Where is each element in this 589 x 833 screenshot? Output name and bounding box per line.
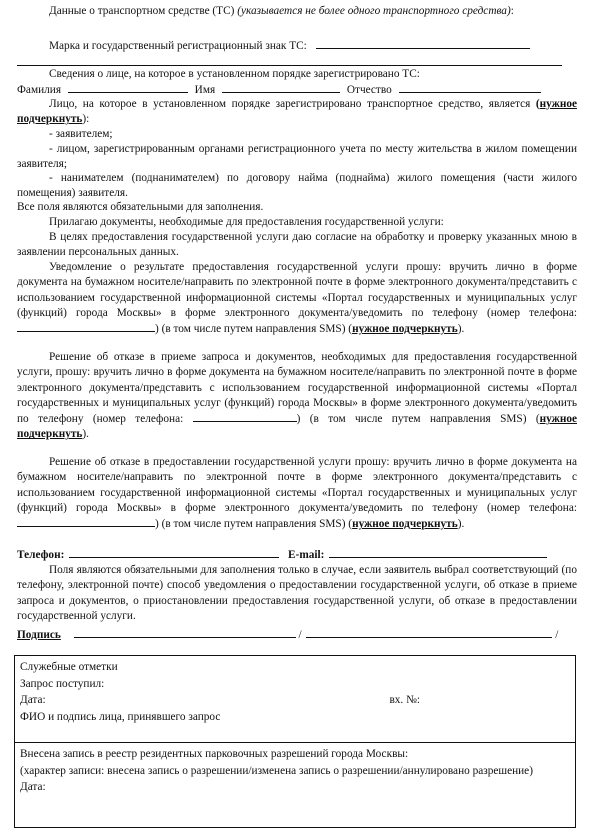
refusal-accept-text: Решение об отказе в приеме запроса и документов, необходимых для предоставления государственной услуги, прошу: вручить лично в форме документа на бумажном носителе/направить по электронной почте в форме электронного документа/представить с использованием государственной информационной системы «Портал государственных и муниципальных услуг (функций) города Москвы» в форме электронного документа/уведомить по телефону (номер телефона: bbox=[17, 351, 577, 426]
name-field[interactable] bbox=[222, 82, 340, 93]
contacts-note: Поля являются обязательными для заполнения только в случае, если заявитель выбрал соответствующий (по телефону, электронной почте) способ уведомления о предоставлении государственной услуги, об отказе в приеме запроса и документов, о приостановлении предоставления государственной услуги, об отказе в предоставлении государственной услуги. bbox=[17, 564, 577, 622]
owner-option-tenant[interactable]: - нанимателем (поднанимателем) по договору найма (поднайма) жилого помещения (части жилого помещения) заявителя. bbox=[17, 172, 577, 200]
signature-name-field[interactable] bbox=[306, 627, 552, 638]
notice-result-after: ) (в том числе путем направления SMS) bbox=[155, 323, 346, 336]
owner-option-applicant[interactable]: - заявителем; bbox=[49, 128, 113, 140]
incoming-number-label: вх. №: bbox=[389, 694, 420, 706]
owner-status-text bbox=[17, 97, 577, 128]
refusal-service-after: ) (в том числе путем направления SMS) bbox=[155, 518, 346, 531]
signature-label: Подпись bbox=[17, 629, 61, 641]
plate-field-line-2[interactable] bbox=[17, 65, 562, 66]
signature-field[interactable] bbox=[74, 627, 296, 638]
signature-row bbox=[17, 627, 577, 643]
patronymic-label: Отчество bbox=[346, 84, 392, 96]
owner-heading: Сведения о лице, на которое в установленном порядке зарегистрировано ТС: bbox=[49, 68, 420, 80]
request-received-label: Запрос поступил: bbox=[20, 677, 105, 690]
refusal-accept-underline-note: нужное подчеркнуть bbox=[17, 413, 577, 441]
owner-option-registered[interactable]: - лицом, зарегистрированным органами регистрационного учета по месту жительства в жилом помещении заявителя; bbox=[17, 143, 577, 171]
consent-text: В целях предоставления государственной услуги даю согласие на обработку и проверку указанных мною в заявлении персональных данных. bbox=[17, 231, 577, 259]
surname-label: Фамилия bbox=[17, 84, 62, 96]
email-label: E-mail: bbox=[288, 549, 325, 561]
office-marks-table bbox=[14, 655, 576, 828]
notice-result-block: Уведомление о результате предоставления государственной услуги прошу: вручить лично в форме документа на бумажном носителе/направить по электронной почте в форме электронного документа/представить с использованием государственной информационной системы «Портал государственных и муниципальных услуг (функций) города Москвы» в форме электронного документа/уведомить по телефону (номер телефона: ) (в том числе путем направления SMS) (нужное подчеркнуть). bbox=[17, 261, 577, 336]
signature-separator: / bbox=[298, 629, 302, 641]
phone-field[interactable] bbox=[69, 547, 279, 558]
underline-note-close: ): bbox=[82, 113, 90, 126]
plate-field[interactable] bbox=[316, 38, 530, 49]
signature-separator-end: / bbox=[555, 629, 559, 641]
refusal-service-underline-note: нужное подчеркнуть bbox=[352, 518, 458, 531]
refusal-service-text: Решение об отказе в предоставлении государственной услуги прошу: вручить лично в форме документа на бумажном носителе/направить по электронной почте в форме электронного документа/представить с использованием государственной информационной системы «Портал государственных и муниципальных услуг (функций) города Москвы» в форме электронного документа/уведомить по телефону (номер телефона: bbox=[17, 456, 577, 514]
registry-cell bbox=[15, 742, 575, 829]
registry-date-label: Дата: bbox=[20, 781, 46, 793]
name-label: Имя bbox=[194, 84, 216, 96]
refusal-service-block: Решение об отказе в предоставлении государственной услуги прошу: вручить лично в форме документа на бумажном носителе/направить по электронной почте в форме электронного документа/представить с использованием государственной информационной системы «Портал государственных и муниципальных услуг (функций) города Москвы» в форме электронного документа/уведомить по телефону (номер телефона: ) (в том числе путем направления SMS) (нужное подчеркнуть). bbox=[17, 456, 577, 531]
office-marks-cell bbox=[15, 656, 575, 742]
vehicle-heading-text: Данные о транспортном средстве (ТС) bbox=[49, 5, 238, 17]
notice-underline-note: нужное подчеркнуть bbox=[352, 323, 458, 336]
notice-phone-field[interactable] bbox=[17, 321, 155, 332]
vehicle-heading-end: : bbox=[510, 5, 514, 17]
attach-docs-text: Прилагаю документы, необходимые для предоставления государственной услуги: bbox=[49, 216, 444, 228]
patronymic-field[interactable] bbox=[399, 82, 541, 93]
email-field[interactable] bbox=[329, 547, 547, 558]
record-type-label: (характер записи: внесена запись о разрешении/изменена запись о разрешении/аннулировано разрешение) bbox=[20, 764, 533, 777]
vehicle-heading-note: (указывается не более одного транспортного средства) bbox=[237, 5, 511, 17]
underline-note-open: ( bbox=[535, 98, 540, 110]
refusal-accept-after: ) (в том числе путем направления SMS) bbox=[296, 413, 527, 426]
refusal-accept-block: Решение об отказе в приеме запроса и документов, необходимых для предоставления государственной услуги, прошу: вручить лично в форме документа на бумажном носителе/направить по электронной почте в форме электронного документа/представить с использованием государственной информационной системы «Портал государственных и муниципальных услуг (функций) города Москвы» в форме электронного документа/уведомить по телефону (номер телефона: ) (в том числе путем направления SMS) (нужное подчеркнуть). bbox=[17, 351, 577, 441]
owner-status-label: Лицо, на которое в установленном порядке зарегистрировано транспортное средство, является bbox=[49, 98, 531, 110]
receiver-label: ФИО и подпись лица, принявшего запрос bbox=[20, 710, 221, 723]
surname-field[interactable] bbox=[68, 82, 188, 93]
plate-row bbox=[17, 38, 577, 54]
plate-label: Марка и государственный регистрационный знак ТС: bbox=[49, 40, 307, 52]
registry-label: Внесена запись в реестр резидентных парковочных разрешений города Москвы: bbox=[20, 748, 409, 760]
notice-result-text: Уведомление о результате предоставления государственной услуги прошу: вручить лично в форме документа на бумажном носителе/направить по электронной почте в форме электронного документа/представить с использованием государственной информационной системы «Портал государственных и муниципальных услуг (функций) города Москвы» в форме электронного документа/уведомить по телефону (номер телефона: bbox=[17, 261, 577, 319]
refusal-accept-phone-field[interactable] bbox=[193, 411, 297, 422]
underline-note: нужное подчеркнуть bbox=[17, 98, 577, 126]
required-note: Все поля являются обязательными для заполнения. bbox=[17, 201, 264, 213]
refusal-service-phone-field[interactable] bbox=[17, 516, 155, 527]
vehicle-heading bbox=[17, 4, 577, 19]
date-number-row bbox=[20, 692, 570, 709]
contacts-row bbox=[17, 547, 577, 563]
owner-name-row bbox=[17, 82, 577, 98]
office-marks-title: Служебные отметки bbox=[20, 661, 118, 673]
phone-label: Телефон: bbox=[17, 549, 65, 561]
date-label: Дата: bbox=[20, 694, 46, 706]
